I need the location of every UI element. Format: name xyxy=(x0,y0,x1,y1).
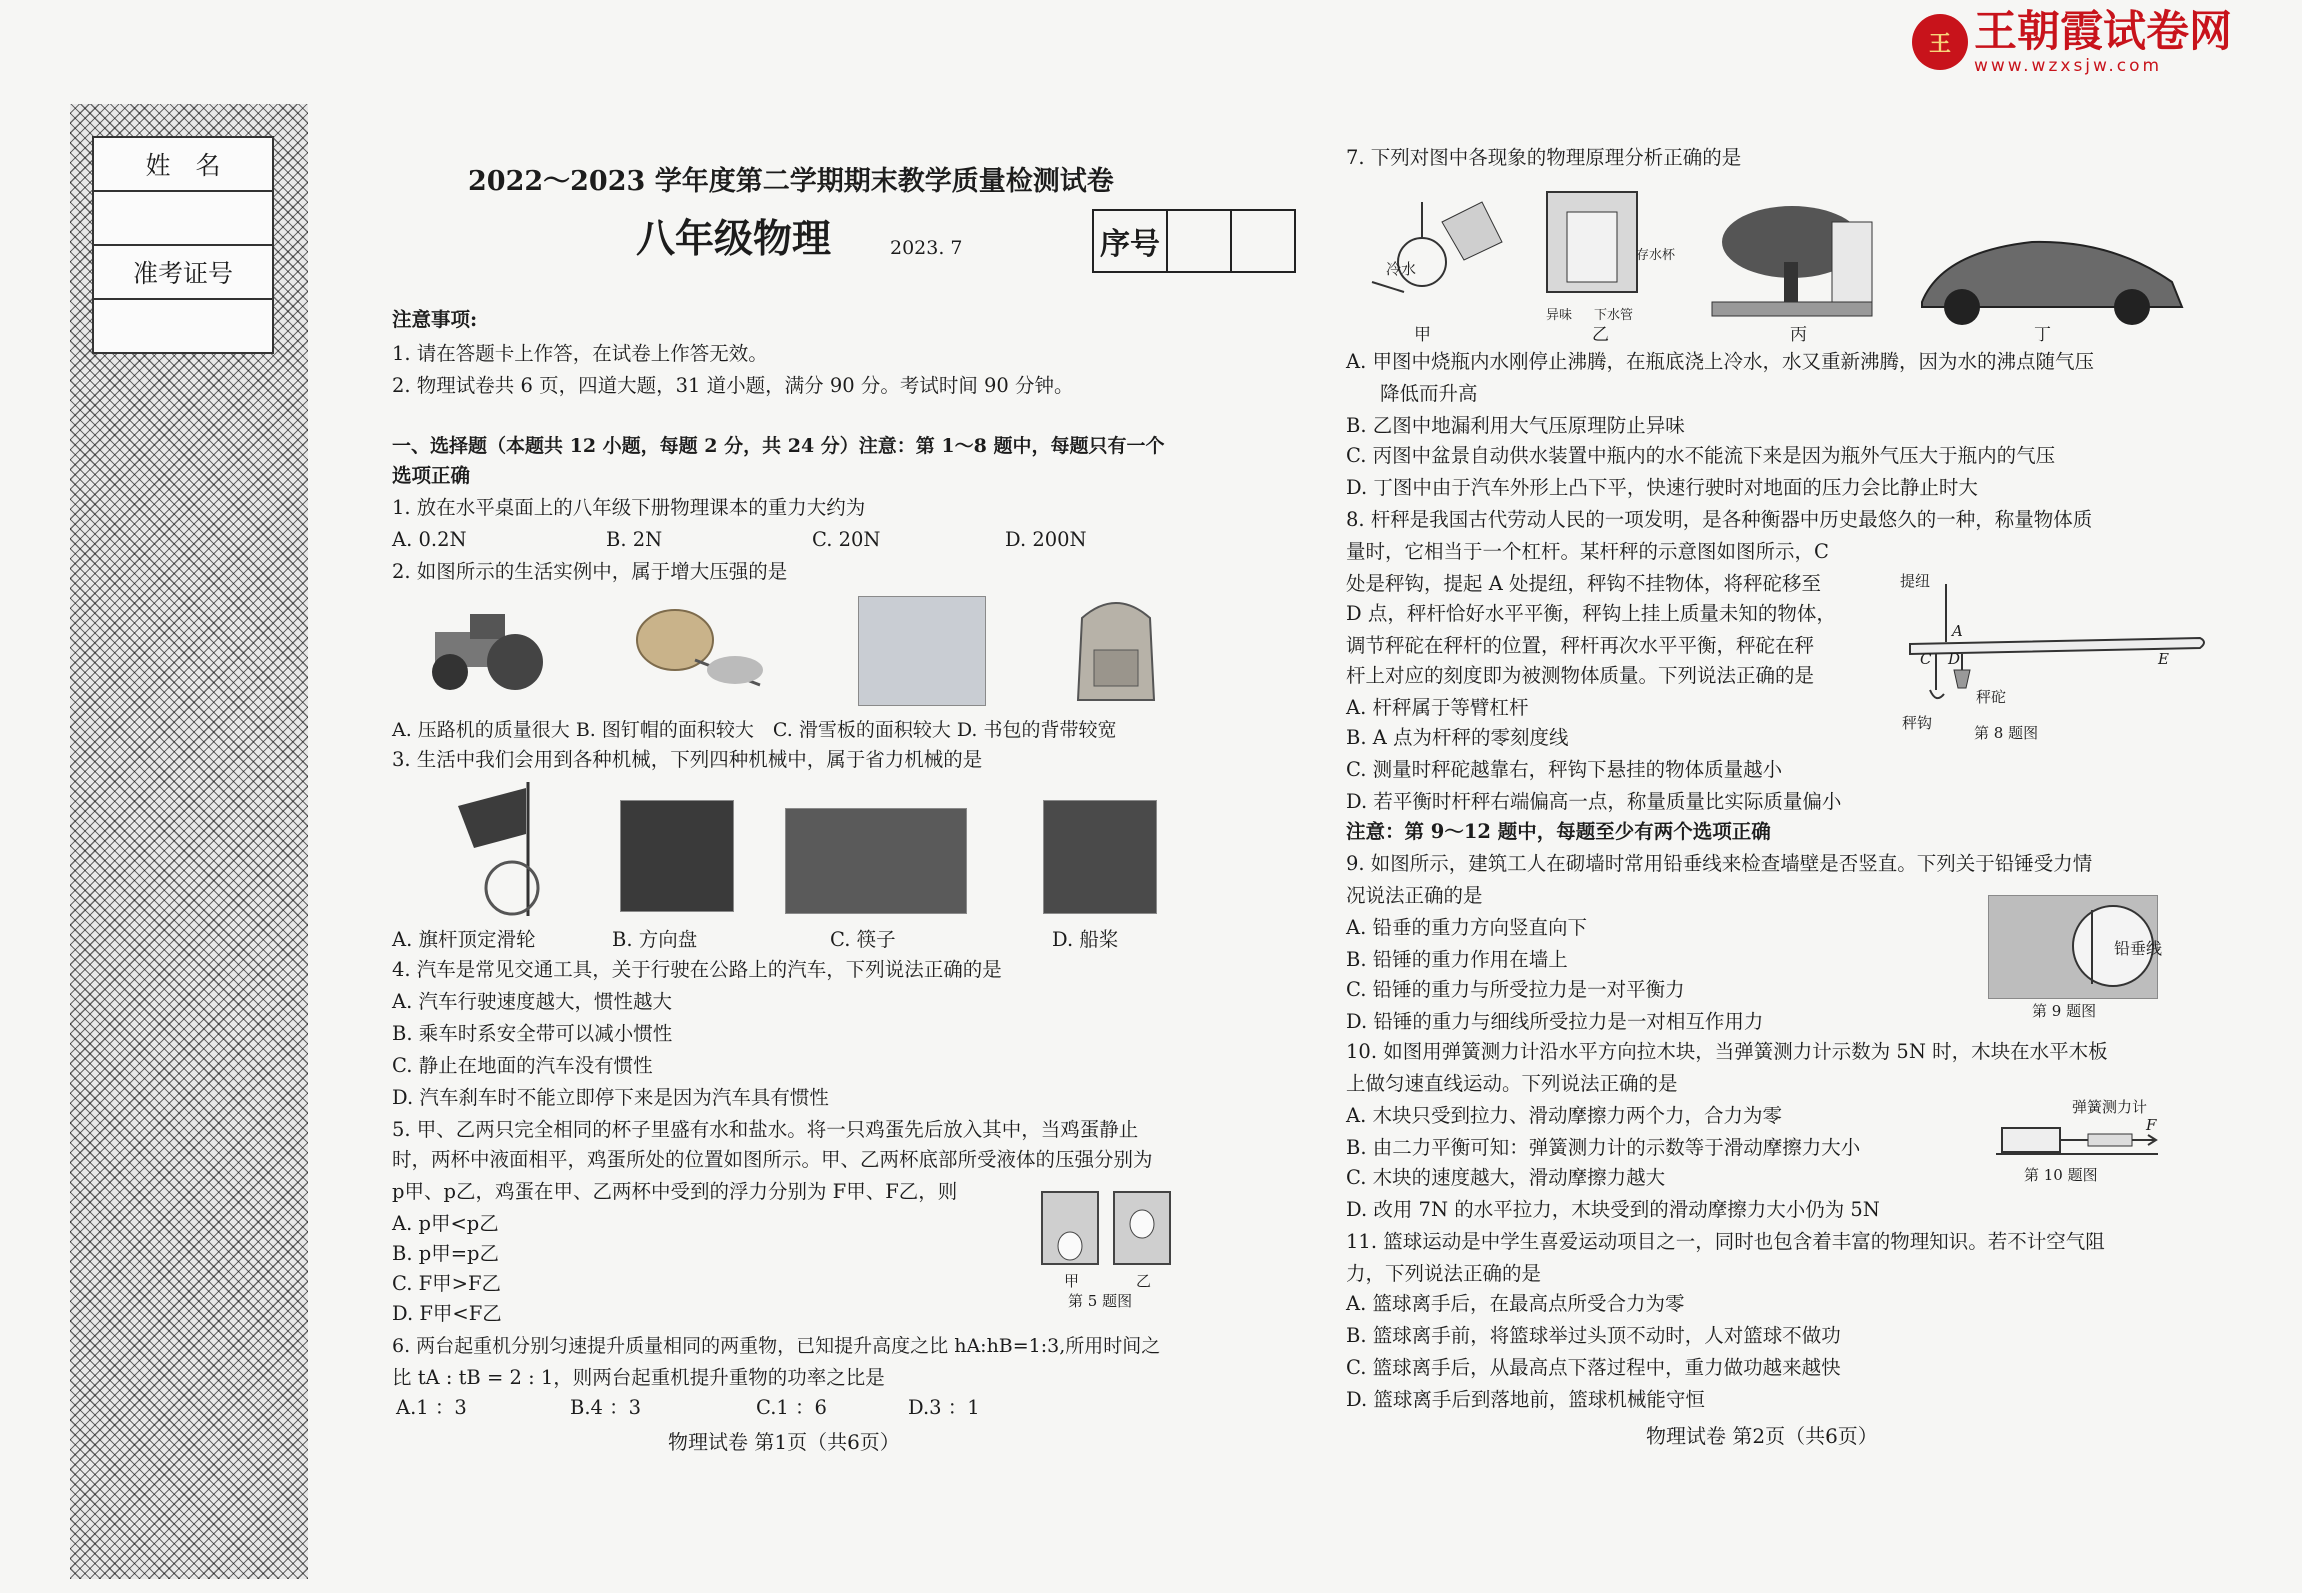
q5-option: C. F甲>F乙 xyxy=(392,1272,502,1295)
exam-title: 2022～2023 学年度第二学期期末教学质量检测试卷 xyxy=(468,166,1114,197)
seq-number-box xyxy=(1092,209,1296,273)
q6-stem: 比 tA : tB = 2 : 1，则两台起重机提升重物的功率之比是 xyxy=(392,1366,885,1389)
q9-option: C. 铅锤的重力与所受拉力是一对平衡力 xyxy=(1346,978,1685,1001)
q4-stem: 4. 汽车是常见交通工具，关于行驶在公路上的汽车，下列说法正确的是 xyxy=(392,958,1002,981)
q3-option: C. 筷子 xyxy=(830,928,896,951)
q9-option: A. 铅垂的重力方向竖直向下 xyxy=(1346,916,1587,939)
steering-wheel-image xyxy=(620,800,734,912)
q7-option: B. 乙图中地漏利用大气压原理防止异味 xyxy=(1346,414,1685,437)
q10-stem: 上做匀速直线运动。下列说法正确的是 xyxy=(1346,1072,1678,1095)
exam-id-field xyxy=(94,300,272,352)
spring-scale-label: 弹簧测力计 xyxy=(2072,1098,2148,1116)
exam-id-label: 准考证号 xyxy=(94,246,272,300)
q4-option: D. 汽车刹车时不能立即停下来是因为汽车具有惯性 xyxy=(392,1086,829,1109)
fig8-label-chenggou: 秤钩 xyxy=(1902,714,1933,732)
q11-option: D. 篮球离手后到落地前，篮球机械能守恒 xyxy=(1346,1388,1705,1411)
q8-stem: 杆上对应的刻度即为被测物体质量。下列说法正确的是 xyxy=(1346,664,1815,687)
q9-option: D. 铅锤的重力与细线所受拉力是一对相互作用力 xyxy=(1346,1010,1764,1033)
backpack-image xyxy=(1062,588,1170,708)
snowboard-image xyxy=(858,596,986,706)
thumbtack-image xyxy=(630,605,775,695)
cup-label-jia: 甲 xyxy=(1064,1272,1080,1290)
q6-option: C.1 ：6 xyxy=(756,1396,827,1419)
q7-option: C. 丙图中盆景自动供水装置中瓶内的水不能流下来是因为瓶外气压大于瓶内的气压 xyxy=(1346,444,2056,467)
q5-figure-caption: 第 5 题图 xyxy=(1068,1292,1133,1310)
q3-option: D. 船桨 xyxy=(1052,928,1119,951)
fig8-label-tinui: 提纽 xyxy=(1900,572,1931,590)
force-label-F: F xyxy=(2146,1116,2157,1134)
q4-option: A. 汽车行驶速度越大，惯性越大 xyxy=(392,990,672,1013)
page-footer-1: 物理试卷 第1页（共6页） xyxy=(668,1430,900,1454)
q4-option: C. 静止在地面的汽车没有惯性 xyxy=(392,1054,653,1077)
q8-stem: 处是秤钩，提起 A 处提纽，秤钩不挂物体，将秤砣移至 xyxy=(1346,572,1821,595)
q9-stem: 况说法正确的是 xyxy=(1346,884,1483,907)
q7-option-cont: 降低而升高 xyxy=(1380,382,1478,405)
q9-stem: 9. 如图所示，建筑工人在砌墙时常用铅垂线来检查墙壁是否竖直。下列关于铅锤受力情 xyxy=(1346,852,2093,875)
q7-fig-text-coldwater: 冷水 xyxy=(1386,260,1417,278)
fig8-label-D: D xyxy=(1948,650,1961,668)
section-heading: 一、选择题（本题共 12 小题，每题 2 分，共 24 分）注意：第 1～8 题中，每题只有一个 xyxy=(392,435,1165,457)
subject-title: 八年级物理 xyxy=(636,216,832,262)
seq-cell xyxy=(1232,211,1294,271)
q2-options: A. 压路机的质量很大 B. 图钉帽的面积较大 C. 滑雪板的面积较大 D. 书包的背带较宽 xyxy=(392,719,1117,741)
q5-stem: p甲、p乙，鸡蛋在甲、乙两杯中受到的浮力分别为 F甲、F乙，则 xyxy=(392,1180,958,1203)
oar-image xyxy=(1043,800,1157,914)
q5-option: A. p甲<p乙 xyxy=(392,1212,499,1235)
q1-option: B. 2N xyxy=(606,528,663,551)
q1-option: D. 200N xyxy=(1005,528,1087,551)
notice-title: 注意事项: xyxy=(392,308,478,331)
steelyard-figure xyxy=(1900,570,2210,720)
chopsticks-image xyxy=(785,808,967,914)
road-roller-image xyxy=(415,602,555,694)
multi-select-note: 注意：第 9～12 题中，每题至少有两个选项正确 xyxy=(1346,820,1771,843)
q6-option: D.3 ：1 xyxy=(908,1396,980,1419)
exam-date: 2023. 7 xyxy=(890,237,963,259)
q8-figure-caption: 第 8 题图 xyxy=(1974,724,2039,742)
q10-option: B. 由二力平衡可知：弹簧测力计的示数等于滑动摩擦力大小 xyxy=(1346,1136,1861,1159)
q8-option: B. A 点为杆秤的零刻度线 xyxy=(1346,726,1569,749)
fig8-label-chengtuo: 秤砣 xyxy=(1976,688,2007,706)
seq-label: 序号 xyxy=(1094,211,1168,271)
q6-option: A.1 ：3 xyxy=(396,1396,467,1419)
q10-option: C. 木块的速度越大，滑动摩擦力越大 xyxy=(1346,1166,1666,1189)
logo-name: 王朝霞试卷网 xyxy=(1974,7,2232,57)
q7-fig-text-cup: 存水杯 xyxy=(1636,248,1676,263)
egg-cups-figure xyxy=(1038,1188,1178,1268)
logo-seal-icon: 王 xyxy=(1912,14,1968,70)
q11-stem: 11. 篮球运动是中学生喜爱运动项目之一，同时也包含着丰富的物理知识。若不计空气阻 xyxy=(1346,1230,2105,1253)
q7-fig-text-odor: 异味 xyxy=(1546,308,1573,323)
q10-option: D. 改用 7N 的水平拉力，木块受到的滑动摩擦力大小仍为 5N xyxy=(1346,1198,1880,1221)
name-field xyxy=(94,192,272,246)
notice-item: 2. 物理试卷共 6 页，四道大题，31 道小题，满分 90 分。考试时间 90 分钟。 xyxy=(392,374,1074,397)
fig8-label-C: C xyxy=(1920,650,1932,668)
q11-option: B. 篮球离手前，将篮球举过头顶不动时，人对篮球不做功 xyxy=(1346,1324,1841,1347)
q8-stem: 调节秤砣在秤杆的位置，秤杆再次水平平衡，秤砣在秤 xyxy=(1346,634,1815,657)
q3-option: A. 旗杆顶定滑轮 xyxy=(392,928,536,951)
q6-option: B.4 ：3 xyxy=(570,1396,642,1419)
q7-option: A. 甲图中烧瓶内水刚停止沸腾，在瓶底浇上冷水，水又重新沸腾，因为水的沸点随气压 xyxy=(1346,350,2094,373)
plumb-line-label: 铅垂线 xyxy=(2114,939,2163,958)
fig8-label-A: A xyxy=(1952,622,1963,640)
q11-stem: 力，下列说法正确的是 xyxy=(1346,1262,1542,1285)
notice-item: 1. 请在答题卡上作答，在试卷上作答无效。 xyxy=(392,342,768,365)
q7-figure-strip xyxy=(1352,182,2192,338)
site-logo xyxy=(1912,8,2232,76)
q11-option: A. 篮球离手后，在最高点所受合力为零 xyxy=(1346,1292,1685,1315)
q5-stem: 5. 甲、乙两只完全相同的杯子里盛有水和盐水。将一只鸡蛋先后放入其中，当鸡蛋静止 xyxy=(392,1118,1139,1141)
q8-stem: D 点，秤杆恰好水平平衡，秤钩上挂上质量未知的物体， xyxy=(1346,602,1836,625)
q8-option: C. 测量时秤砣越靠右，秤钩下悬挂的物体质量越小 xyxy=(1346,758,1783,781)
name-label: 姓 名 xyxy=(94,138,272,192)
q7-fig-label: 甲 xyxy=(1414,325,1431,345)
q10-stem: 10. 如图用弹簧测力计沿水平方向拉木块，当弹簧测力计示数为 5N 时，木块在水平木板 xyxy=(1346,1040,2108,1063)
section-heading-cont: 选项正确 xyxy=(392,464,471,487)
q1-option: C. 20N xyxy=(812,528,881,551)
q5-stem: 时，两杯中液面相平，鸡蛋所处的位置如图所示。甲、乙两杯底部所受液体的压强分别为 xyxy=(392,1148,1153,1171)
page-footer-2: 物理试卷 第2页（共6页） xyxy=(1646,1424,1878,1448)
q8-stem: 8. 杆秤是我国古代劳动人民的一项发明，是各种衡器中历史最悠久的一种，称量物体质 xyxy=(1346,508,2093,531)
q7-option: D. 丁图中由于汽车外形上凸下平，快速行驶时对地面的压力会比静止时大 xyxy=(1346,476,1978,499)
seq-cell xyxy=(1168,211,1232,271)
q3-option: B. 方向盘 xyxy=(612,928,698,951)
q7-stem: 7. 下列对图中各现象的物理原理分析正确的是 xyxy=(1346,146,1742,169)
q9-option: B. 铅锤的重力作用在墙上 xyxy=(1346,948,1568,971)
q5-option: D. F甲<F乙 xyxy=(392,1302,502,1325)
q8-stem: 量时，它相当于一个杠杆。某杆秤的示意图如图所示，C xyxy=(1346,540,1829,563)
flag-pulley-image xyxy=(450,780,550,918)
spring-scale-figure xyxy=(1992,1110,2162,1160)
q1-option: A. 0.2N xyxy=(392,528,467,551)
q5-option: B. p甲=p乙 xyxy=(392,1242,500,1265)
q11-option: C. 篮球离手后，从最高点下落过程中，重力做功越来越快 xyxy=(1346,1356,1841,1379)
q3-stem: 3. 生活中我们会用到各种机械，下列四种机械中，属于省力机械的是 xyxy=(392,748,983,771)
student-info-box xyxy=(92,136,274,354)
logo-url: www.wzxsjw.com xyxy=(1974,56,2163,76)
fig8-label-E: E xyxy=(2158,650,2169,668)
q7-fig-label: 乙 xyxy=(1592,325,1609,345)
q2-stem: 2. 如图所示的生活实例中，属于增大压强的是 xyxy=(392,560,788,583)
q6-stem: 6. 两台起重机分别匀速提升质量相同的两重物，已知提升高度之比 hA:hB=1:3,所用时间之 xyxy=(392,1335,1161,1357)
q10-option: A. 木块只受到拉力、滑动摩擦力两个力，合力为零 xyxy=(1346,1104,1782,1127)
q7-fig-label: 丁 xyxy=(2034,325,2051,345)
q1-stem: 1. 放在水平桌面上的八年级下册物理课本的重力大约为 xyxy=(392,496,866,519)
q4-option: B. 乘车时系安全带可以减小惯性 xyxy=(392,1022,673,1045)
cup-label-yi: 乙 xyxy=(1136,1272,1152,1290)
q8-option: D. 若平衡时杆秤右端偏高一点，称量质量比实际质量偏小 xyxy=(1346,790,1842,813)
q7-fig-label: 丙 xyxy=(1790,325,1807,345)
q10-figure-caption: 第 10 题图 xyxy=(2024,1166,2098,1184)
q7-fig-text-pipe: 下水管 xyxy=(1594,308,1634,323)
q9-figure-caption: 第 9 题图 xyxy=(2032,1002,2097,1020)
q8-option: A. 杆秤属于等臂杠杆 xyxy=(1346,696,1529,719)
